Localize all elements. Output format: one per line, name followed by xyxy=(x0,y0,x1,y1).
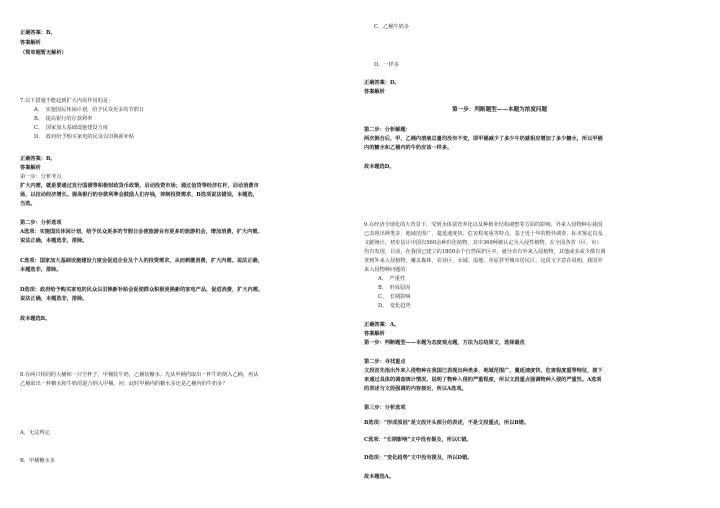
q9-stem-line: 来入侵物种问题的： xyxy=(364,267,411,273)
answer-correct: 正确答案：B。 xyxy=(20,30,56,36)
q9-stem-line: 9.在经济全球化的大背景下，受到水体富营养化以及种植业结构调整等方面的影响，外来入侵物种在我国 xyxy=(364,222,603,228)
q7-analysis-line: 场，以拉动经济增长。提高银行的存款利率会鼓励人们存钱，抑制投资需求，B选项说法错误，本题选， xyxy=(20,192,258,198)
q9-analysis-label: 答案解析 xyxy=(364,331,385,337)
q8-analysis-line: 两次倒合后，甲、乙桶内溶液总量均没有不变，即甲桶减少了多少牛奶就相应增加了多少糖水，所以甲桶 xyxy=(364,136,603,142)
q7-a-line: A选项：实施国民休闲计划，给予民众更多的节假日会使旅游业有更多的旅游机会，增加消费，扩大内需。 xyxy=(20,229,263,235)
q7-option-a: A、 实施国民休闲计划，给予民众更多的节假日 xyxy=(34,107,145,113)
q9-d-line: D选项：“变化趋势”文中没有提及，所以D错。 xyxy=(364,455,473,461)
q8-option-c: C、乙桶牛奶多 xyxy=(374,24,410,30)
q7-step1: 第一步：分析考点 xyxy=(20,174,62,180)
q9-analysis-line: 文段首先指出外来入侵物种在我国已表现出种类多、地域范围广、蔓延速度快、危害程度重等特征，接下 xyxy=(364,368,603,374)
q9-c-line: C选项：“长期影响”文中没有提及，所以C错。 xyxy=(364,437,472,443)
q7-option-c: C、 国家加大基础设施建设力度 xyxy=(34,125,108,131)
answer-analysis-label: 答案解析 xyxy=(20,40,41,46)
q9-b-line: B选项：“形成原因”是文段开头部分的表述，不是文段重点，所以B错。 xyxy=(364,420,530,426)
q7-analysis-label: 答案解析 xyxy=(20,165,41,171)
q9-stem-line: 查到外来入侵植物，覆盖森林、农业区、水域、湿地、草原甚至城市居民区。这段文字意在说明，我国外 xyxy=(364,258,603,264)
q8-option-d: D、一样多 xyxy=(374,62,399,68)
q8-step2: 第二步：分析解题： xyxy=(364,127,411,133)
q9-stem-line: 均有发现，目前，在我国已建立的1800余个自然保护区中，就分布有外来入侵植物，其他或多或少都有调 xyxy=(364,249,606,255)
q7-option-d: D、 政府给予购买家电的民众以旧换新补贴 xyxy=(34,134,135,140)
q7-correct: 正确答案：B。 xyxy=(20,156,56,162)
q7-step2: 第二步：分析选项 xyxy=(20,220,62,226)
q8-stem-line: 乙桶取出一杯糖水和牛奶的混合倒入甲桶。问：此时甲桶内的糖水多还是乙桶内的牛奶多？ xyxy=(20,381,228,387)
q9-option-d: D、 变化趋势 xyxy=(378,303,411,309)
q8-section-heading: 第一步：判断题型——本题为浓度问题 xyxy=(452,107,548,113)
q9-step2: 第二步：寻找重点 xyxy=(364,359,406,365)
q7-option-b: B、 提高银行的存款利率 xyxy=(34,116,93,122)
q9-option-a: A、 严重性 xyxy=(378,276,406,282)
q8-stem-line: 8.有两只相同的大桶和一只空杯子，甲桶装牛奶，乙桶装糖水。先从甲桶内取出一杯牛奶倒入乙桶，再从 xyxy=(20,372,259,378)
q9-conclusion: 故本题选A。 xyxy=(364,474,394,480)
q7-d-line: 说法正确，本题选非，排除。 xyxy=(20,296,88,302)
q8-analysis-label: 答案解析 xyxy=(364,89,385,95)
q8-option-b: B、甲桶糖水多 xyxy=(20,458,55,464)
q7-c-line: C选项：国家加大基础设施建设力度会促进企业及个人的投资需求，从而刺激消费，扩大内需。说法正确， xyxy=(20,258,263,264)
q9-option-b: B、 形成原因 xyxy=(378,285,411,291)
q9-analysis-line: 来通过具体的调查统计情况，说明了物种入侵的严重程度，所以文段重点强调物种入侵的严重性。A选项 xyxy=(364,377,602,383)
q9-analysis-line: 的表述与文段强调的内容接近，所以A选项。 xyxy=(364,386,467,392)
q9-step3: 第三步：分析选项 xyxy=(364,405,406,411)
q7-stem: 7.以下措施不能起到扩大内需作用的是： xyxy=(20,98,114,104)
q7-c-line: 本题选非，排除。 xyxy=(20,267,62,273)
q7-analysis-line: 扩大内需，就是要通过发行国债等积极财政货币政策，启动投资市场；通过信贷等经济杠杆，启动消费市 xyxy=(20,183,259,189)
q9-stem-line: 已表现出种类多、地域范围广、蔓延速度快、危害程度重等特点。基于近十年的野外调查、标本鉴定以及 xyxy=(364,231,603,237)
q7-analysis-line: 当选。 xyxy=(20,201,36,207)
answer-note: （简单题暂无解析） xyxy=(20,50,67,56)
q8-option-a: A、无法判定 xyxy=(20,430,50,436)
q8-analysis-line: 内的糖水和乙桶内的牛奶应该一样多。 xyxy=(364,145,453,151)
q9-stem-line: 文献统计，初步估计中国有560余种归化植物，其中369种被认定为入侵性植物。在全国各省（区、市） xyxy=(364,240,602,246)
q7-a-line: 说法正确，本题选非，排除。 xyxy=(20,238,88,244)
q7-conclusion: 故本题选B。 xyxy=(20,316,51,322)
q8-correct: 正确答案：D。 xyxy=(364,80,400,86)
q7-d-line: D选项：政府给予购买家电的民众以旧换新补贴会促使群众积极更换新的家电产品，促进消费，扩大内需。 xyxy=(20,287,264,293)
q9-step1: 第一步：判断题型——本题为态度观点题，方法为总结原文、选择最优 xyxy=(364,340,525,346)
q9-correct: 正确答案：A。 xyxy=(364,322,400,328)
q9-option-c: C、 长期影响 xyxy=(378,294,411,300)
q8-conclusion: 故本题选D。 xyxy=(364,164,395,170)
